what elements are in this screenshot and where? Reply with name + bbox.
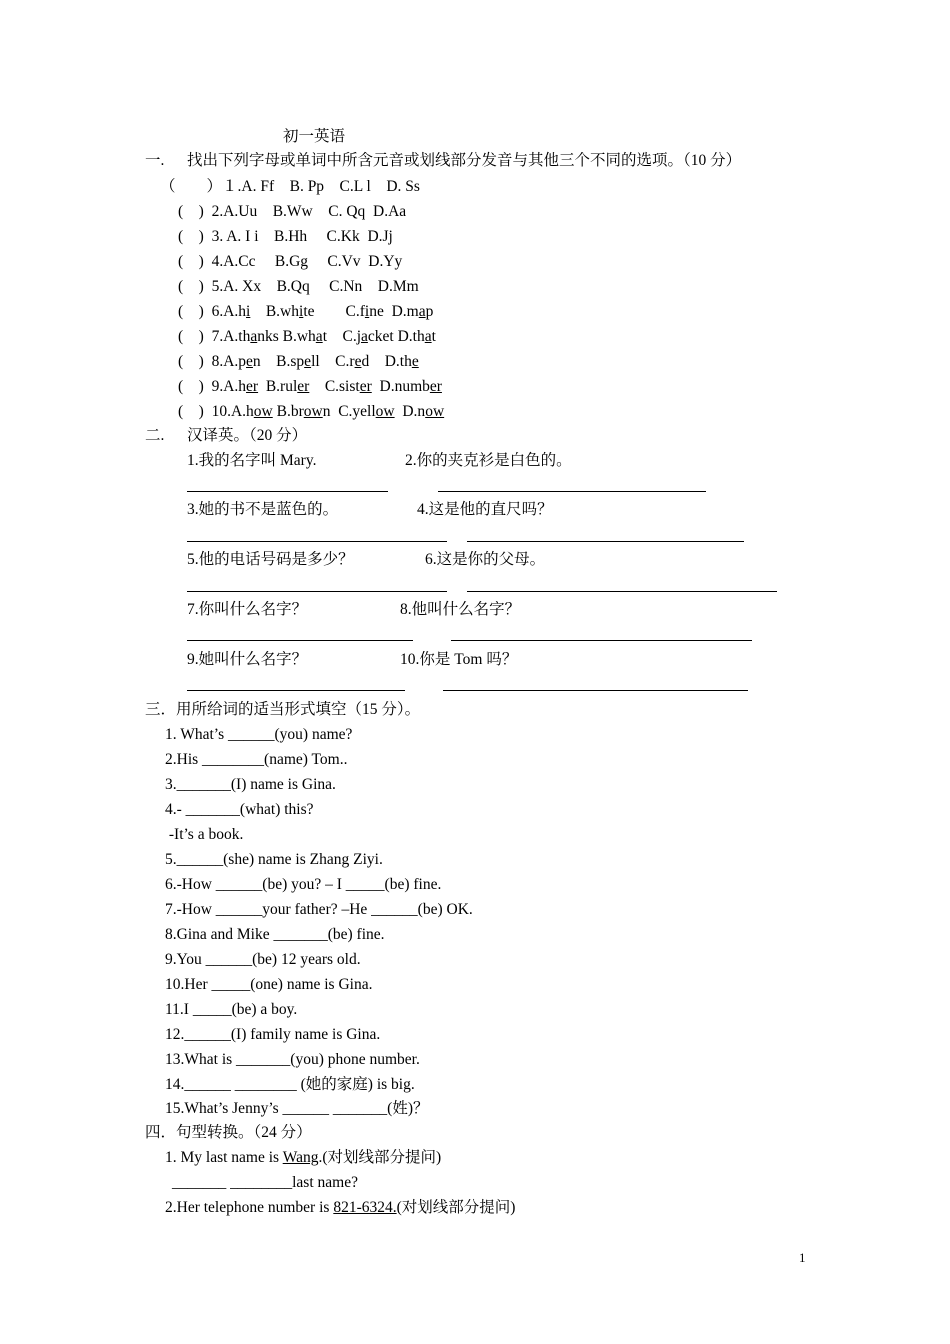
- question-9: ( ) 9.A.her B.ruler C.sister D.number: [178, 378, 442, 395]
- fill-item: 11.I _____(be) a boy.: [165, 1001, 298, 1018]
- question-10: ( ) 10.A.how B.brown C.yellow D.now: [178, 403, 445, 420]
- fill-item: 1. What’s ______(you) name?: [165, 726, 353, 743]
- fill-item: 14.______ ________ (她的家庭) is big.: [165, 1076, 415, 1093]
- fill-item: 6.-How ______(be) you? – I _____(be) fine.: [165, 876, 442, 893]
- translation-item-8: 8.他叫什么名字？: [400, 601, 521, 618]
- translation-item-10: 10.你是 Tom 吗？: [400, 651, 518, 668]
- answer-line-1[interactable]: [187, 491, 388, 492]
- fill-item: -It’s a book.: [165, 826, 244, 843]
- answer-line-4[interactable]: [467, 541, 744, 542]
- fill-item: 2.His ________(name) Tom..: [165, 751, 348, 768]
- page-number: 1: [799, 1250, 806, 1265]
- fill-item: 15.What’s Jenny’s ______ _______(姓)？: [165, 1100, 429, 1117]
- fill-item: 4.- _______(what) this?: [165, 801, 314, 818]
- fill-item: 13.What is _______(you) phone number.: [165, 1051, 420, 1068]
- answer-line-3[interactable]: [187, 541, 447, 542]
- translation-item-3: 3.她的书不是蓝色的。: [187, 501, 339, 518]
- translation-item-7: 7.你叫什么名字？: [187, 601, 308, 618]
- translation-item-9: 9.她叫什么名字？: [187, 651, 308, 668]
- fill-item: 10.Her _____(one) name is Gina.: [165, 976, 373, 993]
- section-3-heading: 三．用所给词的适当形式填空（15 分）。: [145, 701, 421, 718]
- question-2: ( ) 2.A.Uu B.Ww C. Qq D.Aa: [178, 203, 407, 220]
- answer-line-5[interactable]: [187, 591, 447, 592]
- answer-line-6[interactable]: [467, 591, 777, 592]
- answer-line-8[interactable]: [451, 640, 752, 641]
- question-4: ( ) 4.A.Cc B.Gg C.Vv D.Yy: [178, 253, 403, 270]
- answer-line-7[interactable]: [187, 640, 413, 641]
- question-3: ( ) 3. A. I i B.Hh C.Kk D.Jj: [178, 228, 393, 245]
- page-title: 初一英语: [283, 128, 346, 145]
- section-1-number: 一.: [145, 152, 165, 169]
- answer-line-9[interactable]: [187, 690, 405, 691]
- section-2-heading: 汉译英。（20 分）: [187, 427, 308, 444]
- translation-item-1: 1.我的名字叫 Mary.: [187, 452, 317, 469]
- answer-line-10[interactable]: [443, 690, 748, 691]
- fill-item: 9.You ______(be) 12 years old.: [165, 951, 361, 968]
- translation-item-4: 4.这是他的直尺吗？: [417, 501, 553, 518]
- question-6: ( ) 6.A.hi B.white C.fine D.map: [178, 303, 434, 320]
- translation-item-5: 5.他的电话号码是多少？: [187, 551, 354, 568]
- section-1-heading: 找出下列字母或单词中所含元音或划线部分发音与其他三个不同的选项。（10 分）: [187, 152, 742, 169]
- question-8: ( ) 8.A.pen B.spell C.red D.the: [178, 353, 419, 370]
- question-5: ( ) 5.A. Xx B.Qq C.Nn D.Mm: [178, 278, 419, 295]
- transform-answer-1: _______ ________last name?: [172, 1174, 358, 1191]
- transform-item-1: 1. My last name is Wang.(对划线部分提问): [165, 1149, 442, 1166]
- answer-line-2[interactable]: [438, 491, 706, 492]
- fill-item: 7.-How ______your father? –He ______(be) OK.: [165, 901, 473, 918]
- fill-item: 12.______(I) family name is Gina.: [165, 1026, 381, 1043]
- section-2-number: 二.: [145, 427, 165, 444]
- section-4-heading: 四．句型转换。（24 分）: [145, 1124, 312, 1141]
- fill-item: 8.Gina and Mike _______(be) fine.: [165, 926, 385, 943]
- fill-item: 3._______(I) name is Gina.: [165, 776, 336, 793]
- translation-item-6: 6.这是你的父母。: [425, 551, 546, 568]
- question-7: ( ) 7.A.thanks B.what C.jacket D.that: [178, 328, 436, 345]
- transform-item-2: 2.Her telephone number is 821-6324.(对划线部分提问): [165, 1199, 516, 1216]
- question-1: （ ）１.A. Ff B. Pp C.L l D. Ss: [160, 178, 420, 195]
- translation-item-2: 2.你的夹克衫是白色的。: [405, 452, 572, 469]
- fill-item: 5.______(she) name is Zhang Ziyi.: [165, 851, 383, 868]
